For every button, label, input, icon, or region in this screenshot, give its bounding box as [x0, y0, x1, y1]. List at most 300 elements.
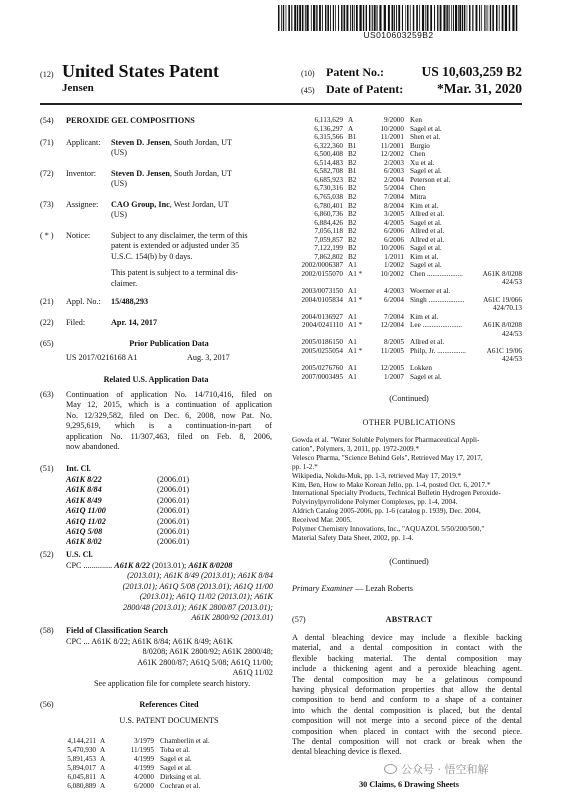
- barcode-bar: [363, 5, 364, 31]
- text-line: No. 12/329,582, filed on Dec. 6, 2008, now Pat. No.: [66, 410, 272, 420]
- barcode-bar: [419, 5, 420, 31]
- barcode-bar: [443, 5, 445, 31]
- reference-row: [296, 184, 522, 193]
- reference-class: A61K 8/0208: [482, 269, 522, 278]
- barcode: [277, 5, 520, 31]
- reference-kind: A1: [348, 372, 357, 381]
- reference-row: [60, 764, 272, 773]
- reference-row: [296, 142, 522, 151]
- reference-date: 11/2001: [380, 141, 404, 150]
- text-line: Kim, Ben, How to Make Korean Jello, pp. 1-4, posted Oct. 6, 2017.*: [292, 480, 491, 489]
- doc-type-title: United States Patent: [62, 61, 219, 81]
- barcode-bar: [439, 5, 440, 31]
- barcode-bar: [427, 5, 429, 31]
- barcode-bar: [325, 5, 326, 31]
- reference-class-secondary: 424/70.13: [493, 304, 522, 313]
- reference-name: Allred et al.: [410, 338, 445, 347]
- reference-row: [296, 210, 522, 219]
- reference-name: Burgio: [410, 141, 430, 150]
- reference-number: 6,730,316: [314, 184, 343, 193]
- text-line: International Specialty Products, Technical Bulletin Hydrogen Peroxide-: [292, 489, 501, 498]
- reference-row: [60, 746, 272, 755]
- reference-date: 8/2004: [384, 201, 404, 210]
- barcode-bar: [440, 5, 442, 31]
- field-21-code: (21): [40, 297, 54, 306]
- reference-kind: B2: [348, 210, 357, 219]
- text-line: into which the dental composition is placed, but the dental: [292, 705, 522, 715]
- reference-class: A61C 19/066: [483, 295, 522, 304]
- inventor-surname: Jensen: [62, 82, 94, 94]
- int-cl-row: [66, 517, 272, 527]
- appl-no: 15/488,293: [111, 297, 149, 306]
- barcode-bar: [434, 5, 435, 31]
- reference-row: [296, 244, 522, 253]
- notice-label: Notice:: [66, 231, 91, 240]
- int-cl-row: [66, 496, 272, 506]
- reference-row: [296, 364, 522, 373]
- int-cl-version: (2006.01): [157, 495, 190, 505]
- reference-kind: A1: [348, 261, 357, 270]
- reference-row: [296, 313, 522, 322]
- int-cl-version: (2006.01): [157, 475, 190, 484]
- reference-kind: B2: [348, 252, 357, 261]
- reference-number: 6,884,426: [314, 218, 343, 227]
- text-line: Wikipedia, Nokdu-Muk, pp. 1-3, retrieved May 17, 2019.*: [292, 471, 462, 480]
- barcode-bar: [505, 5, 507, 31]
- reference-kind: B2: [348, 244, 357, 253]
- barcode-bar: [502, 5, 504, 31]
- reference-date: 1/2002: [384, 261, 404, 270]
- reference-date: 4/2005: [384, 218, 404, 227]
- applicant: Steven D. Jensen, South Jordan, UT: [111, 138, 232, 147]
- refs-continued: (Continued): [389, 394, 429, 403]
- barcode-bar: [338, 5, 339, 31]
- barcode-bar: [286, 5, 287, 31]
- barcode-bar: [486, 5, 487, 31]
- barcode-bar: [374, 5, 376, 31]
- int-cl-class: A61Q 5/08: [66, 526, 103, 536]
- barcode-bar: [455, 5, 457, 31]
- text-line: pp. 1-2.*: [292, 462, 318, 471]
- barcode-bar: [472, 5, 473, 31]
- barcode-bar: [354, 5, 355, 31]
- barcode-number: US010603259B2: [363, 30, 434, 40]
- reference-date: 5/2004: [384, 184, 404, 193]
- reference-name: Allred et al.: [410, 210, 445, 219]
- reference-row: [296, 373, 522, 382]
- reference-date: 11/1995: [130, 745, 154, 754]
- barcode-bar: [476, 5, 478, 31]
- reference-kind: B2: [348, 218, 357, 227]
- reference-row: [296, 227, 522, 236]
- text-line: Material Safety Data Sheet, 2002, pp. 1-4.: [292, 533, 414, 542]
- field-54-code: (54): [40, 116, 54, 125]
- reference-kind: A: [348, 116, 354, 124]
- barcode-bar: [394, 5, 395, 31]
- date-of-patent: *Mar. 31, 2020: [437, 81, 522, 96]
- barcode-bar: [405, 5, 406, 31]
- appl-no-label: Appl. No.:: [66, 297, 101, 306]
- text-line: now abandoned.: [66, 442, 120, 452]
- reference-kind: B2: [348, 201, 357, 210]
- reference-name: Chen: [410, 184, 426, 193]
- text-line: composition will not merge into a second piece of the dental: [292, 716, 522, 726]
- reference-date: 12/2002: [380, 150, 404, 159]
- field-of-search-text: CPC ... A61K 8/22; A61K 8/84; A61K 8/49; A61K 8/0208; A61K 2800/92; A61K 2800/48; A61K 2800/87; A61Q 5/08; A61Q 11/00; A61Q 11/02 See application file for complete search history.: [66, 637, 273, 688]
- reference-name: Cochran et al.: [160, 781, 201, 790]
- reference-kind: A: [100, 745, 106, 754]
- reference-row: [296, 176, 522, 185]
- reference-name: Chamberlin et al.: [160, 737, 210, 745]
- text-line: The dental composition will not crack or break when the: [292, 737, 522, 747]
- text-line: Gowda et al. "Water Soluble Polymers for Pharmaceutical Appli-: [292, 436, 480, 444]
- reference-kind: B2: [348, 158, 357, 167]
- reference-number: 6,322,360: [314, 141, 343, 150]
- wechat-icon: [384, 764, 397, 774]
- reference-number: 5,894,017: [67, 763, 96, 772]
- patent-no-code: (10): [301, 69, 315, 78]
- reference-name: Sagel et al.: [410, 124, 442, 133]
- reference-name: Sagel et al.: [410, 244, 442, 253]
- barcode-bar: [459, 5, 461, 31]
- field-51-code: (51): [40, 464, 54, 473]
- reference-kind: B1: [348, 133, 357, 142]
- reference-number: 2002/0155070: [301, 269, 343, 278]
- reference-kind: A1 *: [348, 321, 363, 330]
- barcode-bar: [484, 5, 485, 31]
- barcode-bar: [479, 5, 480, 31]
- barcode-bar: [379, 5, 381, 31]
- reference-kind: A1: [348, 338, 357, 347]
- field-72-code: (72): [40, 169, 54, 178]
- reference-name: Allred et al.: [410, 227, 445, 236]
- barcode-bar: [283, 5, 284, 31]
- reference-number: 6,315,566: [314, 133, 343, 142]
- barcode-bar: [344, 5, 346, 31]
- reference-number: 2002/0006387: [301, 261, 343, 270]
- reference-row: [296, 287, 522, 296]
- barcode-bar: [422, 5, 424, 31]
- reference-row: [296, 236, 522, 245]
- reference-kind: A1: [348, 287, 357, 295]
- reference-date: 4/1999: [134, 754, 154, 763]
- reference-number: 2004/0136927: [301, 312, 343, 321]
- prior-publication-number: US 2017/0216168 A1: [66, 353, 138, 362]
- barcode-bar: [278, 5, 279, 31]
- text-line: Polymer Chemistry Innovations, Inc., "AQUAZOL 5/50/200/500,": [292, 525, 485, 534]
- assignee-label: Assignee:: [66, 200, 99, 209]
- reference-row: [296, 253, 522, 262]
- date-of-patent-label: Date of Patent:: [326, 82, 404, 96]
- reference-number: 6,780,401: [314, 201, 343, 210]
- barcode-bar: [350, 5, 351, 31]
- barcode-bar: [302, 5, 304, 31]
- reference-number: 6,860,736: [314, 210, 343, 219]
- watermark: 公众号 · 悟空和解: [384, 763, 489, 777]
- reference-name: Sagel et al.: [410, 261, 442, 270]
- reference-name: Toba et al.: [160, 745, 191, 754]
- reference-name: Philp, Jr. ................: [410, 346, 466, 355]
- barcode-bar: [396, 5, 397, 31]
- reference-name: Peterson et al.: [410, 175, 451, 184]
- inventor: Steven D. Jensen, South Jordan, UT: [111, 169, 232, 178]
- reference-row: [60, 773, 272, 782]
- text-line: composition when placed in contact with the second piece.: [292, 726, 522, 736]
- barcode-bar: [407, 5, 409, 31]
- field-63-code: (63): [40, 390, 54, 399]
- reference-number: 2005/0186150: [301, 338, 343, 347]
- reference-date: 3/2005: [384, 210, 404, 219]
- barcode-bar: [294, 5, 296, 31]
- int-cl-class: A61K 8/22: [66, 475, 102, 484]
- reference-number: 6,080,889: [67, 781, 96, 790]
- barcode-bar: [462, 5, 463, 31]
- barcode-bar: [330, 5, 331, 31]
- reference-date: 6/2003: [384, 167, 404, 176]
- barcode-bar: [356, 5, 358, 31]
- reference-date: 6/2006: [384, 227, 404, 236]
- text-line: Aldrich Catalog 2005-2006, pp. 1-6 (catalog p. 1939), Dec. 2004,: [292, 507, 481, 516]
- reference-row: [60, 755, 272, 764]
- reference-kind: B2: [348, 184, 357, 193]
- barcode-bar: [311, 5, 312, 31]
- reference-class-secondary: 424/53: [502, 355, 522, 364]
- prior-publication-title: Prior Publication Data: [129, 339, 209, 348]
- int-cl-class: A61K 8/02: [66, 537, 102, 547]
- reference-date: 1/2011: [384, 252, 404, 261]
- barcode-bar: [346, 5, 348, 31]
- filed-label: Filed:: [66, 318, 86, 327]
- barcode-bar: [384, 5, 386, 31]
- inventor-country: (US): [111, 179, 127, 188]
- field-65-code: (65): [40, 339, 54, 348]
- reference-row: [296, 202, 522, 211]
- reference-number: 6,045,811: [67, 772, 96, 781]
- reference-row: [296, 270, 522, 279]
- reference-number: 2004/0105834: [301, 295, 343, 304]
- title-of-invention: PEROXIDE GEL COMPOSITIONS: [66, 116, 195, 125]
- reference-number: 7,122,199: [314, 244, 343, 253]
- patent-no-label: Patent No.:: [326, 65, 384, 79]
- barcode-bar: [464, 5, 465, 31]
- int-cl-row: [66, 485, 272, 495]
- barcode-bar: [305, 5, 306, 31]
- barcode-bar: [413, 5, 414, 31]
- text-line: composition to bend and conform to a shape of a container: [292, 695, 522, 705]
- reference-number: 7,059,857: [314, 235, 343, 244]
- reference-kind: A1 *: [348, 346, 363, 355]
- barcode-bar: [281, 5, 282, 31]
- references-cited-title: References Cited: [139, 700, 199, 709]
- barcode-bar: [458, 5, 459, 31]
- barcode-bar: [437, 5, 438, 31]
- primary-examiner: Primary Examiner — Lezah Roberts: [292, 584, 413, 593]
- barcode-bar: [425, 5, 426, 31]
- barcode-bar: [366, 5, 367, 31]
- reference-kind: B1: [348, 167, 357, 176]
- reference-row: [296, 219, 522, 228]
- reference-name: Sagel et al.: [410, 218, 442, 227]
- barcode-bar: [369, 5, 370, 31]
- reference-kind: A1: [348, 312, 357, 321]
- text-line: 9,295,619, which is a continuation-in-part of: [66, 421, 272, 431]
- reference-row: [296, 159, 522, 168]
- reference-kind: A: [100, 754, 106, 763]
- reference-date: 11/2001: [380, 133, 404, 142]
- field-71-code: (71): [40, 138, 54, 147]
- notice-code: ( * ): [40, 231, 54, 240]
- reference-date: 6/2000: [134, 781, 154, 790]
- reference-name: Kim et al.: [410, 201, 439, 210]
- reference-name: Shen et al.: [410, 133, 441, 142]
- reference-number: 7,056,118: [314, 227, 343, 236]
- barcode-bar: [499, 5, 500, 31]
- barcode-bar: [449, 5, 450, 31]
- int-cl-label: Int. Cl.: [66, 464, 91, 473]
- reference-number: 6,514,483: [314, 158, 343, 167]
- prior-publication-date: Aug. 3, 2017: [187, 353, 230, 362]
- barcode-bar: [516, 5, 517, 31]
- reference-name: Chen ....................: [410, 269, 463, 278]
- us-cl-text: CPC .............. A61K 8/22 (2013.01); A61K 8/0208 (2013.01); A61K 8/49 (2013.01); A61K 8/84 (2013.01); A61Q 5/08 (2013.01); A61Q 11/00 (2013.01); A61Q 11/02 (2013.01); A61K 2800/48 (2013.01); A61K 2800/87 (2013.01); A61K 2800/92 (2013.01): [66, 561, 273, 623]
- barcode-bar: [341, 5, 342, 31]
- reference-row: [296, 321, 522, 330]
- pubs-continued: (Continued): [389, 557, 429, 566]
- field-73-code: (73): [40, 200, 54, 209]
- applicant-label: Applicant:: [66, 138, 101, 147]
- barcode-bar: [402, 5, 403, 31]
- reference-date: 1/2007: [384, 372, 404, 381]
- int-cl-class: A61Q 11/00: [66, 506, 106, 516]
- reference-name: Xu et al.: [410, 158, 435, 167]
- reference-number: 6,500,408: [314, 150, 343, 159]
- filed-date: Apr. 14, 2017: [111, 318, 158, 327]
- other-publications-list: [292, 436, 522, 543]
- int-cl-row: [66, 527, 272, 537]
- barcode-bar: [469, 5, 470, 31]
- int-cl-version: (2006.01): [157, 516, 190, 526]
- text-line: application No. 11/307,463, filed on Feb. 8, 2006,: [66, 431, 272, 441]
- reference-date: 10/2006: [380, 244, 404, 253]
- reference-date: 6/2006: [384, 235, 404, 244]
- other-publications-title: OTHER PUBLICATIONS: [362, 418, 456, 427]
- field-56-code: (56): [40, 700, 54, 709]
- int-cl-row: [66, 537, 272, 547]
- reference-date: 7/2004: [384, 312, 404, 321]
- reference-date: 2/2003: [384, 158, 404, 167]
- barcode-bar: [492, 5, 494, 31]
- reference-class: A61K 8/0208: [482, 321, 522, 330]
- reference-number: 2005/0276760: [301, 363, 343, 372]
- reference-number: 2003/0073150: [301, 287, 343, 295]
- reference-kind: B2: [348, 175, 357, 184]
- reference-row: [60, 737, 272, 746]
- text-line: cation", Polymers, 3, 2011, pp. 1972-2009.*: [292, 444, 420, 453]
- int-cl-version: (2006.01): [157, 526, 190, 536]
- continuation-data: [66, 390, 272, 452]
- assignee: CAO Group, Inc, West Jordan, UT: [111, 200, 229, 209]
- barcode-bar: [376, 5, 377, 31]
- claims-count: 30 Claims, 6 Drawing Sheets: [359, 780, 459, 789]
- reference-name: Woerner et al.: [410, 287, 451, 295]
- text-line: dental bleaching device is flexed.: [292, 747, 402, 757]
- barcode-bar: [488, 5, 489, 31]
- barcode-bar: [299, 5, 301, 31]
- related-application-title: Related U.S. Application Data: [103, 375, 209, 384]
- reference-number: 6,685,923: [314, 175, 343, 184]
- barcode-bar: [313, 5, 315, 31]
- reference-date: 10/2002: [380, 269, 404, 278]
- barcode-bar: [352, 5, 353, 31]
- reference-kind: B1: [348, 141, 357, 150]
- reference-date: 4/1999: [134, 763, 154, 772]
- barcode-bar: [481, 5, 482, 31]
- reference-kind: B2: [348, 150, 357, 159]
- field-of-search-label: Field of Classification Search: [66, 626, 168, 635]
- reference-row: [296, 347, 522, 356]
- text-line: material, and a dental composition in contact with the: [292, 643, 522, 653]
- text-line: Polyvinylpyrrolidone Polymer Complexes, pp. 1-4, 2004.: [292, 498, 458, 507]
- abstract-text: [292, 633, 522, 758]
- reference-date: 8/2005: [384, 338, 404, 347]
- reference-date: 3/1979: [134, 737, 154, 745]
- reference-number: 5,470,930: [67, 745, 96, 754]
- int-cl-version: (2006.01): [157, 485, 190, 495]
- barcode-bar: [291, 5, 292, 31]
- reference-kind: A1 *: [348, 295, 363, 304]
- header-rule: [40, 103, 522, 105]
- us-cl-label: U.S. Cl.: [66, 550, 93, 559]
- barcode-bar: [490, 5, 491, 31]
- barcode-bar: [327, 5, 329, 31]
- reference-row: [296, 133, 522, 142]
- reference-kind: A: [100, 772, 106, 781]
- text-line: May 12, 2015, which is a continuation of application: [66, 400, 272, 410]
- reference-date: 4/2003: [384, 287, 404, 295]
- reference-number: 2004/0241110: [302, 321, 343, 330]
- reference-date: 9/2000: [384, 116, 404, 124]
- reference-row: [296, 150, 522, 159]
- reference-name: Ken: [410, 116, 422, 124]
- int-cl-class: A61K 8/84: [66, 485, 102, 495]
- reference-number: 5,891,453: [67, 754, 96, 763]
- barcode-bar: [416, 5, 418, 31]
- reference-row: [60, 782, 272, 791]
- barcode-bar: [467, 5, 468, 31]
- field-22-code: (22): [40, 318, 54, 327]
- reference-kind: B2: [348, 235, 357, 244]
- int-cl-version: (2006.01): [157, 506, 190, 516]
- reference-number: 6,765,038: [314, 192, 343, 201]
- reference-name: Sagel et al.: [410, 167, 442, 176]
- int-cl-version: (2006.01): [157, 537, 190, 547]
- reference-name: Lokken: [410, 363, 432, 372]
- reference-name: Lee ......................: [410, 321, 463, 330]
- int-cl-row: [66, 506, 272, 516]
- reference-name: Kim et al.: [410, 312, 439, 321]
- barcode-bar: [451, 5, 452, 31]
- reference-date: 2/2004: [384, 175, 404, 184]
- barcode-bar: [333, 5, 334, 31]
- reference-class-secondary: 424/53: [502, 278, 522, 287]
- reference-name: Sagel et al.: [160, 754, 192, 763]
- barcode-bar: [372, 5, 373, 31]
- reference-date: 11/2005: [380, 346, 404, 355]
- text-line: Received Mar. 2005.: [292, 516, 352, 525]
- reference-kind: A1 *: [348, 269, 363, 278]
- reference-kind: A: [100, 737, 106, 745]
- barcode-bar: [306, 5, 308, 31]
